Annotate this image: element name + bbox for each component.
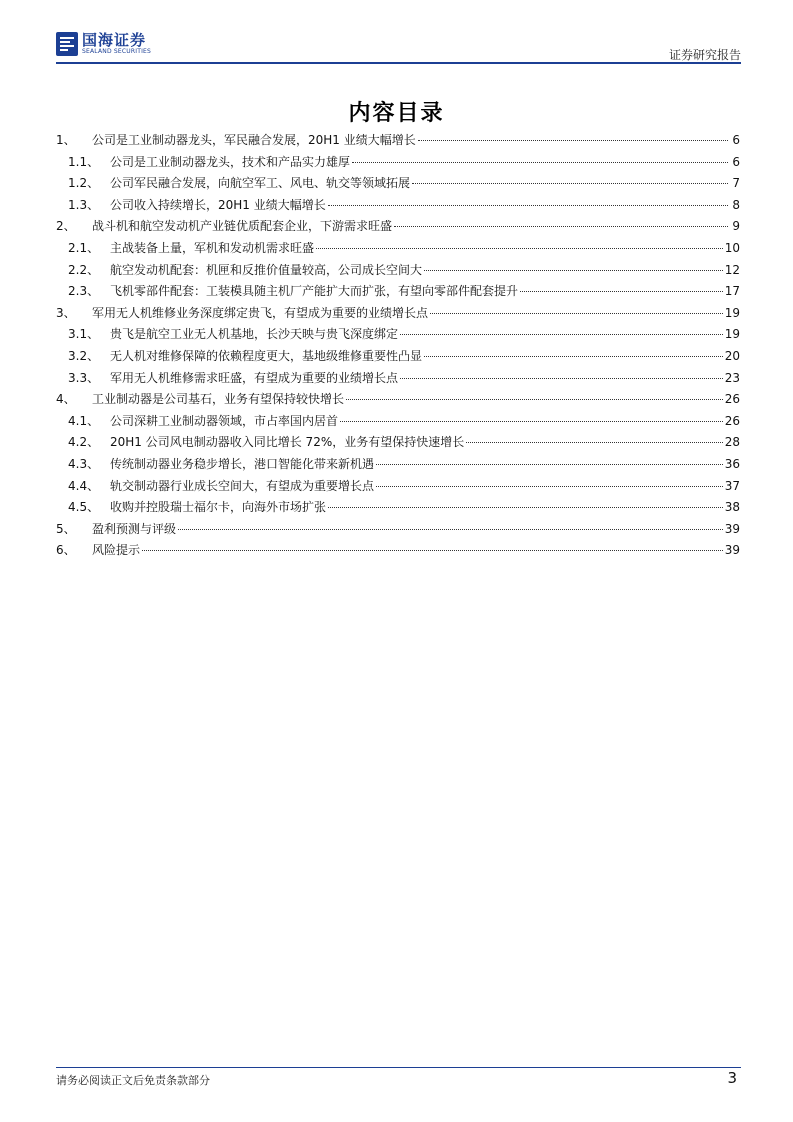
toc-entry-title: 公司是工业制动器龙头，军民融合发展，20H1 业绩大幅增长 — [92, 133, 416, 147]
toc-leader-dots — [394, 226, 728, 227]
toc-leader-dots — [400, 378, 723, 379]
toc-leader-dots — [430, 313, 723, 314]
toc-entry-title: 工业制动器是公司基石，业务有望保持较快增长 — [92, 392, 345, 407]
toc-entry-number: 3.1、 — [68, 327, 100, 342]
toc-entry-number: 1.2、 — [68, 176, 100, 191]
toc-entry-title: 盈利预测与评级 — [92, 521, 177, 536]
toc-entry-number: 6、 — [56, 543, 76, 558]
toc-entry-page: 19 — [724, 327, 740, 342]
page-title: 内容目录 — [348, 101, 445, 126]
page-number: 3 — [727, 1069, 737, 1087]
toc-entry-page: 26 — [724, 392, 740, 407]
toc-entry-page: 17 — [724, 284, 740, 299]
toc-entry-number: 3.3、 — [68, 370, 100, 385]
footer-divider — [56, 1067, 741, 1068]
table-of-contents — [56, 131, 740, 563]
toc-entry-page: 39 — [724, 543, 740, 558]
toc-entry-number: 2.3、 — [68, 284, 100, 299]
logo-english-name: SEALAND SECURITIES — [82, 48, 152, 55]
toc-entry-title: 轨交制动器行业成长空间大，有望成为重要增长点 — [110, 478, 375, 493]
toc-entry[interactable] — [56, 541, 740, 563]
toc-entry[interactable] — [56, 520, 740, 542]
toc-leader-dots — [400, 334, 723, 335]
toc-entry-page: 26 — [724, 413, 740, 428]
toc-entry-title: 军用无人机维修需求旺盛，有望成为重要的业绩增长点 — [110, 370, 399, 385]
toc-entry[interactable] — [56, 196, 740, 218]
toc-entry[interactable] — [56, 261, 740, 283]
toc-entry-page: 39 — [724, 521, 740, 536]
toc-entry-title: 20H1 公司风电制动器收入同比增长 72%，业务有望保持快速增长 — [110, 435, 465, 450]
toc-entry[interactable] — [56, 304, 740, 326]
toc-entry[interactable] — [56, 282, 740, 304]
toc-entry-page: 37 — [724, 478, 740, 493]
toc-leader-dots — [328, 205, 728, 206]
toc-leader-dots — [142, 550, 723, 551]
toc-entry-title: 公司深耕工业制动器领域，市占率国内居首 — [110, 413, 339, 428]
toc-entry-number: 1.1、 — [68, 154, 100, 169]
toc-entry-page: 38 — [724, 500, 740, 515]
company-logo — [56, 32, 151, 56]
toc-entry[interactable] — [56, 390, 740, 412]
toc-entry[interactable] — [56, 153, 740, 175]
toc-entry-number: 3、 — [56, 305, 76, 320]
toc-leader-dots — [424, 356, 723, 357]
toc-entry[interactable] — [56, 347, 740, 369]
toc-entry-title: 公司是工业制动器龙头，技术和产品实力雄厚 — [110, 154, 351, 169]
toc-entry-number: 4、 — [56, 392, 76, 407]
toc-entry-number: 3.2、 — [68, 348, 100, 363]
toc-leader-dots — [376, 464, 723, 465]
toc-entry-title: 主战装备上量，军机和发动机需求旺盛 — [110, 240, 315, 255]
toc-entry-title: 收购并控股瑞士福尔卡，向海外市场扩张 — [110, 500, 327, 515]
toc-entry-title: 公司军民融合发展，向航空军工、风电、轨交等领域拓展 — [110, 176, 411, 191]
report-type-label: 证券研究报告 — [668, 48, 741, 62]
toc-entry-number: 2.1、 — [68, 240, 100, 255]
toc-entry-page: 8 — [732, 197, 740, 212]
toc-entry[interactable] — [56, 412, 740, 434]
toc-entry-page: 23 — [724, 370, 740, 385]
toc-entry-number: 4.5、 — [68, 500, 100, 515]
toc-leader-dots — [178, 529, 723, 530]
toc-leader-dots — [412, 183, 728, 184]
toc-leader-dots — [340, 421, 723, 422]
toc-entry[interactable] — [56, 498, 740, 520]
toc-entry-number: 2、 — [56, 219, 76, 234]
toc-leader-dots — [328, 507, 723, 508]
toc-entry-number: 2.2、 — [68, 262, 100, 277]
toc-entry-page: 10 — [724, 240, 740, 255]
toc-entry-number: 1.3、 — [68, 197, 100, 212]
toc-entry-title: 公司收入持续增长，20H1 业绩大幅增长 — [110, 197, 326, 212]
toc-entry-title: 飞机零部件配套：工装模具随主机厂产能扩大而扩张，有望向零部件配套提升 — [110, 284, 519, 299]
toc-entry-number: 4.4、 — [68, 478, 100, 493]
toc-leader-dots — [520, 291, 723, 292]
toc-entry-title: 风险提示 — [92, 543, 141, 558]
toc-entry[interactable] — [56, 239, 740, 261]
toc-entry-number: 5、 — [56, 521, 76, 536]
toc-leader-dots — [418, 140, 728, 141]
toc-entry-title: 贵飞是航空工业无人机基地，长沙天映与贵飞深度绑定 — [110, 327, 399, 342]
toc-entry-title: 航空发动机配套：机匣和反推价值量较高，公司成长空间大 — [110, 262, 423, 277]
toc-leader-dots — [424, 270, 723, 271]
toc-entry-number: 4.2、 — [68, 435, 100, 450]
footer-disclaimer: 请务必阅读正文后免责条款部分 — [56, 1074, 210, 1087]
toc-leader-dots — [346, 399, 723, 400]
toc-leader-dots — [316, 248, 723, 249]
toc-entry[interactable] — [56, 369, 740, 391]
logo-chinese-name: 国海证券 — [82, 31, 147, 49]
toc-entry[interactable] — [56, 174, 740, 196]
toc-entry[interactable] — [56, 433, 740, 455]
toc-entry-page: 6 — [732, 133, 740, 147]
toc-entry[interactable] — [56, 325, 740, 347]
toc-leader-dots — [466, 442, 722, 443]
toc-entry-title: 传统制动器业务稳步增长，港口智能化带来新机遇 — [110, 456, 375, 471]
toc-entry-number: 4.1、 — [68, 413, 100, 428]
toc-entry-page: 9 — [732, 219, 740, 234]
toc-entry-page: 6 — [732, 154, 740, 169]
toc-leader-dots — [352, 162, 728, 163]
page-header — [56, 32, 741, 62]
header-divider — [56, 62, 741, 64]
toc-entry-page: 7 — [732, 176, 740, 191]
toc-entry-page: 12 — [724, 262, 740, 277]
toc-entry[interactable] — [56, 131, 740, 153]
toc-entry[interactable] — [56, 477, 740, 499]
toc-entry-number: 1、 — [56, 133, 76, 147]
sealand-logo-icon — [56, 32, 78, 56]
toc-entry-page: 36 — [724, 456, 740, 471]
toc-entry-page: 28 — [724, 435, 740, 450]
toc-entry[interactable] — [56, 217, 740, 239]
toc-entry-number: 4.3、 — [68, 456, 100, 471]
toc-entry-title: 军用无人机维修业务深度绑定贵飞，有望成为重要的业绩增长点 — [92, 305, 429, 320]
toc-entry-page: 19 — [724, 305, 740, 320]
toc-entry-title: 战斗机和航空发动机产业链优质配套企业，下游需求旺盛 — [92, 219, 393, 234]
toc-entry-page: 20 — [724, 348, 740, 363]
toc-entry[interactable] — [56, 455, 740, 477]
toc-leader-dots — [376, 486, 723, 487]
toc-entry-title: 无人机对维修保障的依赖程度更大，基地级维修重要性凸显 — [110, 348, 423, 363]
